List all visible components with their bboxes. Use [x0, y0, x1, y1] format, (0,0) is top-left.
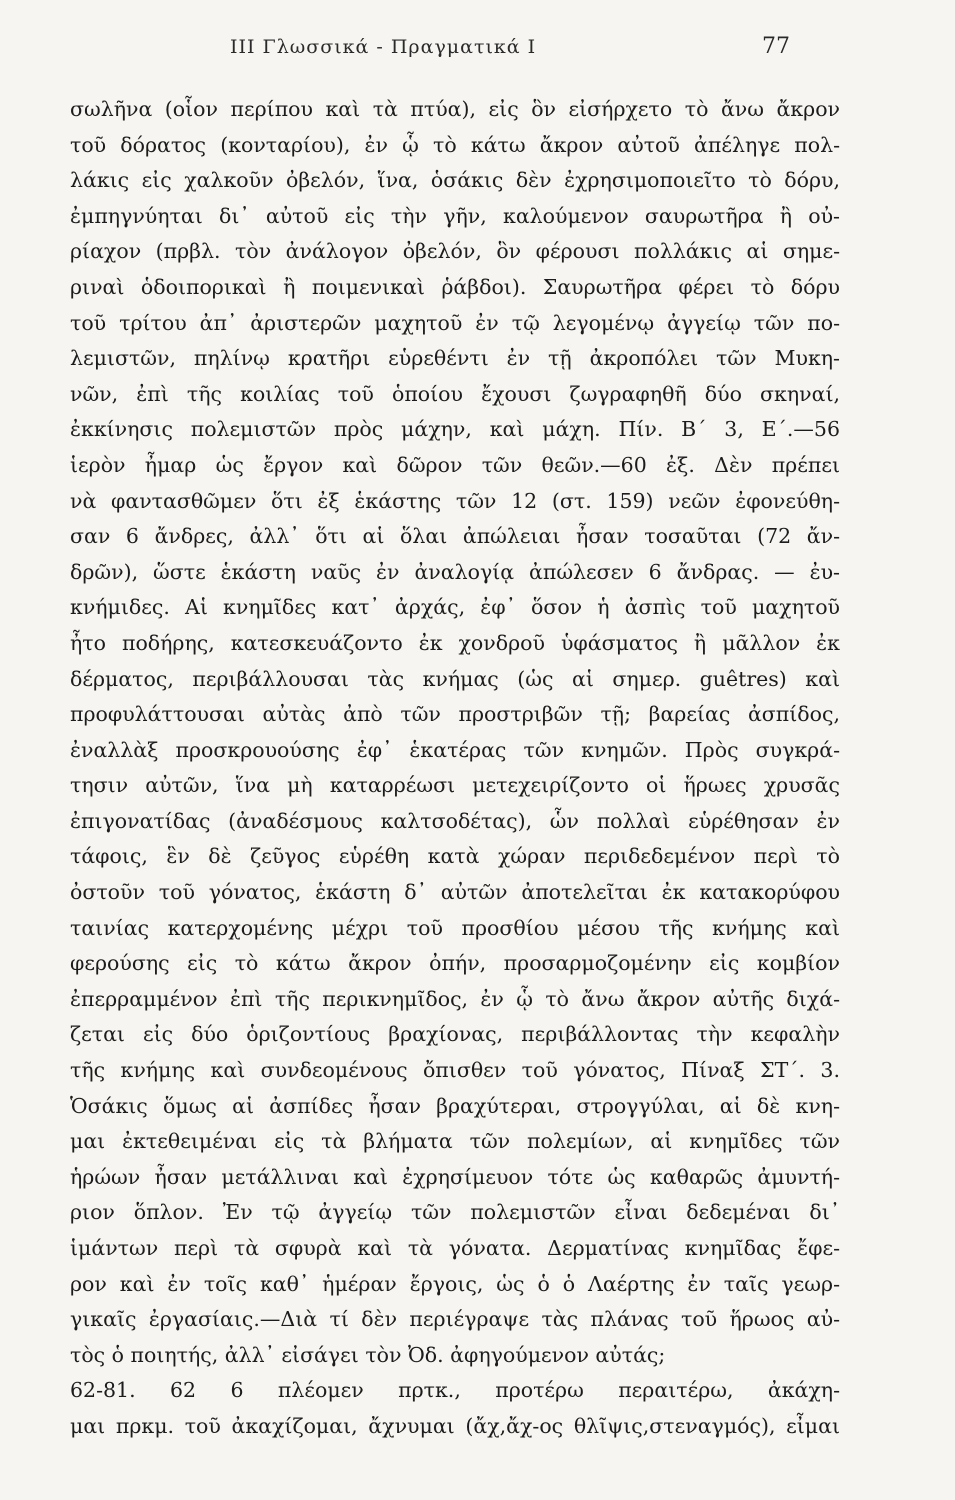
text-line: μαι πρκμ. τοῦ ἀκαχίζομαι, ἄχνυμαι (ἄχ,ἄχ-ος θλῖψις,στεναγμός), εἶμαι [70, 1413, 840, 1438]
text-line: τοῦ δόρατος (κονταρίου), ἐν ᾧ τὸ κάτω ἄκρον αὐτοῦ ἀπέληγε πολ- [70, 132, 840, 157]
text-line: τῆς κνήμης καὶ συνδεομένους ὄπισθεν τοῦ γόνατος, Πίναξ ΣΤ΄. 3. [70, 1058, 840, 1083]
text-line: λεμιστῶν, πηλίνῳ κρατῆρι εὑρεθέντι ἐν τῇ ἀκροπόλει τῶν Μυκη- [70, 346, 840, 371]
page-number: 77 [762, 34, 790, 59]
text-line: τησιν αὐτῶν, ἵνα μὴ καταρρέωσι μετεχειρίζοντο οἱ ἥρωες χρυσᾶς [70, 773, 840, 798]
text-line: ἱερὸν ἦμαρ ὡς ἔργον καὶ δῶρον τῶν θεῶν.—60 ἐξ. Δὲν πρέπει [70, 452, 840, 477]
text-line: τάφοις, ἓν δὲ ζεῦγος εὑρέθη κατὰ χώραν περιδεδεμένον περὶ τὸ [70, 844, 840, 869]
text-line: ἦτο ποδήρης, κατεσκευάζοντο ἐκ χονδροῦ ὑφάσματος ἢ μᾶλλον ἐκ [70, 630, 840, 655]
text-line: ἐναλλὰξ προσκρουούσης ἐφ᾽ ἑκατέρας τῶν κνημῶν. Πρὸς συγκρά- [70, 737, 840, 762]
text-line: λάκις εἰς χαλκοῦν ὀβελόν, ἵνα, ὁσάκις δὲν ἐχρησιμοποιεῖτο τὸ δόρυ, [70, 168, 840, 193]
text-line: ὀστοῦν τοῦ γόνατος, ἑκάστη δ᾽ αὐτῶν ἀποτελεῖται ἐκ κατακορύφου [70, 880, 840, 905]
text-line: 62-81. 62 6 πλέομεν πρτκ., προτέρω περαιτέρω, ἀκάχη- [70, 1378, 840, 1403]
text-line: σαν 6 ἄνδρες, ἀλλ᾽ ὅτι αἱ ὅλαι ἀπώλειαι ἦσαν τοσαῦται (72 ἄν- [70, 524, 840, 549]
text-line: τὸς ὁ ποιητής, ἀλλ᾽ εἰσάγει τὸν Ὀδ. ἀφηγούμενον αὐτάς; [70, 1342, 666, 1367]
text-line: ρον καὶ ἐν τοῖς καθ᾽ ἡμέραν ἔργοις, ὡς ὁ ὁ Λαέρτης ἐν ταῖς γεωρ- [70, 1271, 840, 1296]
text-line: ριον ὅπλον. Ἐν τῷ ἀγγείῳ τῶν πολεμιστῶν εἶναι δεδεμέναι δι᾽ [70, 1200, 840, 1225]
text-line: μαι ἐκτεθειμέναι εἰς τὰ βλήματα τῶν πολεμίων, αἱ κνημῖδες τῶν [70, 1129, 840, 1154]
text-line: φερούσης εἰς τὸ κάτω ἄκρον ὀπήν, προσαρμοζομένην εἰς κομβίον [70, 951, 840, 976]
text-line: δέρματος, περιβάλλουσαι τὰς κνήμας (ὡς αἱ σημερ. guêtres) καὶ [70, 666, 840, 691]
body-text [70, 92, 840, 1445]
text-line: σωλῆνα (οἷον περίπου καὶ τὰ πτύα), εἰς ὃν εἰσήρχετο τὸ ἄνω ἄκρον [70, 97, 840, 121]
text-line: ταινίας κατερχομένης μέχρι τοῦ προσθίου μέσου τῆς κνήμης καὶ [70, 915, 840, 940]
text-line: Ὁσάκις ὅμως αἱ ἀσπίδες ἦσαν βραχύτεραι, στρογγύλαι, αἱ δὲ κνη- [70, 1093, 840, 1118]
text-line: νῶν, ἐπὶ τῆς κοιλίας τοῦ ὁποίου ἔχουσι ζωγραφηθῆ δύο σκηναί, [70, 381, 840, 406]
text-line: ζεται εἰς δύο ὁριζοντίους βραχίονας, περιβάλλοντας τὴν κεφαλὴν [70, 1022, 840, 1047]
text-line: ἐπερραμμένον ἐπὶ τῆς περικνημῖδος, ἐν ᾧ τὸ ἄνω ἄκρον αὐτῆς διχά- [70, 986, 840, 1011]
text-line: ἐπιγονατίδας (ἀναδέσμους καλτσοδέτας), ὧν πολλαὶ εὑρέθησαν ἐν [70, 808, 840, 833]
text-line: νὰ φαντασθῶμεν ὅτι ἐξ ἑκάστης τῶν 12 (στ. 159) νεῶν ἐφονεύθη- [70, 488, 840, 513]
text-line: προφυλάττουσαι αὐτὰς ἀπὸ τῶν προστριβῶν τῇ; βαρείας ἀσπίδος, [70, 702, 840, 727]
text-line: τοῦ τρίτου ἀπ᾽ ἀριστερῶν μαχητοῦ ἐν τῷ λεγομένῳ ἀγγείῳ τῶν πο- [70, 310, 840, 335]
text-line: ἡρώων ἦσαν μετάλλιναι καὶ ἐχρησίμευον τότε ὡς καθαρῶς ἀμυντή- [70, 1164, 840, 1189]
text-line: ριναὶ ὁδοιπορικαὶ ἢ ποιμενικαὶ ῥάβδοι). Σαυρωτῆρα φέρει τὸ δόρυ [70, 274, 840, 299]
text-line: ἐκκίνησις πολεμιστῶν πρὸς μάχην, καὶ μάχη. Πίν. Β΄ 3, Ε΄.—56 [70, 417, 840, 442]
text-line: δρῶν), ὥστε ἑκάστη ναῦς ἐν ἀναλογίᾳ ἀπώλεσεν 6 ἄνδρας. — ἐυ- [70, 559, 840, 584]
text-line: γικαῖς ἐργασίαις.—Διὰ τί δὲν περιέγραψε τὰς πλάνας τοῦ ἥρωος αὐ- [70, 1307, 840, 1332]
page-header [0, 34, 955, 86]
text-line: κνήμιδες. Αἱ κνημῖδες κατ᾽ ἀρχάς, ἐφ᾽ ὅσον ἡ ἀσπὶς τοῦ μαχητοῦ [70, 595, 840, 620]
text-line: ρίαχον (πρβλ. τὸν ἀνάλογον ὀβελόν, ὃν φέρουσι πολλάκις αἱ σημε- [70, 239, 840, 264]
text-line: ἱμάντων περὶ τὰ σφυρὰ καὶ τὰ γόνατα. Δερματίνας κνημῖδας ἔφε- [70, 1236, 840, 1260]
text-line: ἐμπηγνύηται δι᾽ αὐτοῦ εἰς τὴν γῆν, καλούμενον σαυρωτῆρα ἢ οὐ- [70, 203, 840, 228]
running-head: III Γλωσσικά - Πραγματικά I [230, 36, 537, 58]
